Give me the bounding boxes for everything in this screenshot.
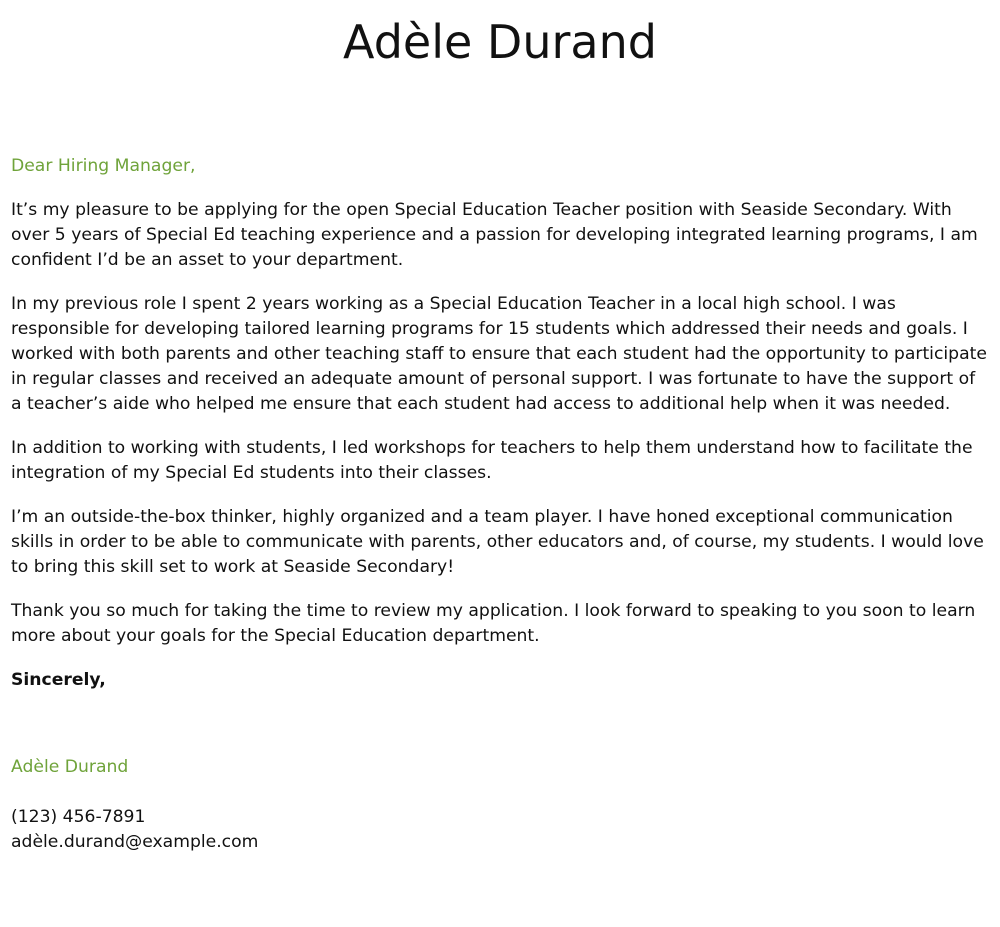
paragraph-skills: I’m an outside-the-box thinker, highly organized and a team player. I have honed exceptional communication skills in order to be able to communicate with parents, other educators and, of course, my students. I would love to bring this skill set to work at Seaside Secondary! <box>11 507 984 577</box>
signature-name: Adèle Durand <box>11 757 129 777</box>
page-title: Adèle Durand <box>343 15 657 69</box>
letter-body <box>11 154 991 855</box>
salutation: Dear Hiring Manager, <box>11 156 196 176</box>
closing: Sincerely, <box>11 670 106 690</box>
paragraph-intro: It’s my pleasure to be applying for the open Special Education Teacher position with Seaside Secondary. With over 5 years of Special Ed teaching experience and a passion for developing integrated learning programs, I am confident I’d be an asset to your department. <box>11 200 978 270</box>
contact-email: adèle.durand@example.com <box>11 832 259 852</box>
paragraph-thanks: Thank you so much for taking the time to review my application. I look forward to speaking to you soon to learn more about your goals for the Special Education department. <box>11 601 976 646</box>
contact-phone: (123) 456-7891 <box>11 807 146 827</box>
paragraph-experience: In my previous role I spent 2 years working as a Special Education Teacher in a local high school. I was responsible for developing tailored learning programs for 15 students which addressed their needs and goals. I worked with both parents and other teaching staff to ensure that each student had the opportunity to participate in regular classes and received an adequate amount of personal support. I was fortunate to have the support of a teacher’s aide who helped me ensure that each student had access to additional help when it was needed. <box>11 294 987 414</box>
paragraph-workshops: In addition to working with students, I led workshops for teachers to help them understand how to facilitate the integration of my Special Ed students into their classes. <box>11 438 973 483</box>
